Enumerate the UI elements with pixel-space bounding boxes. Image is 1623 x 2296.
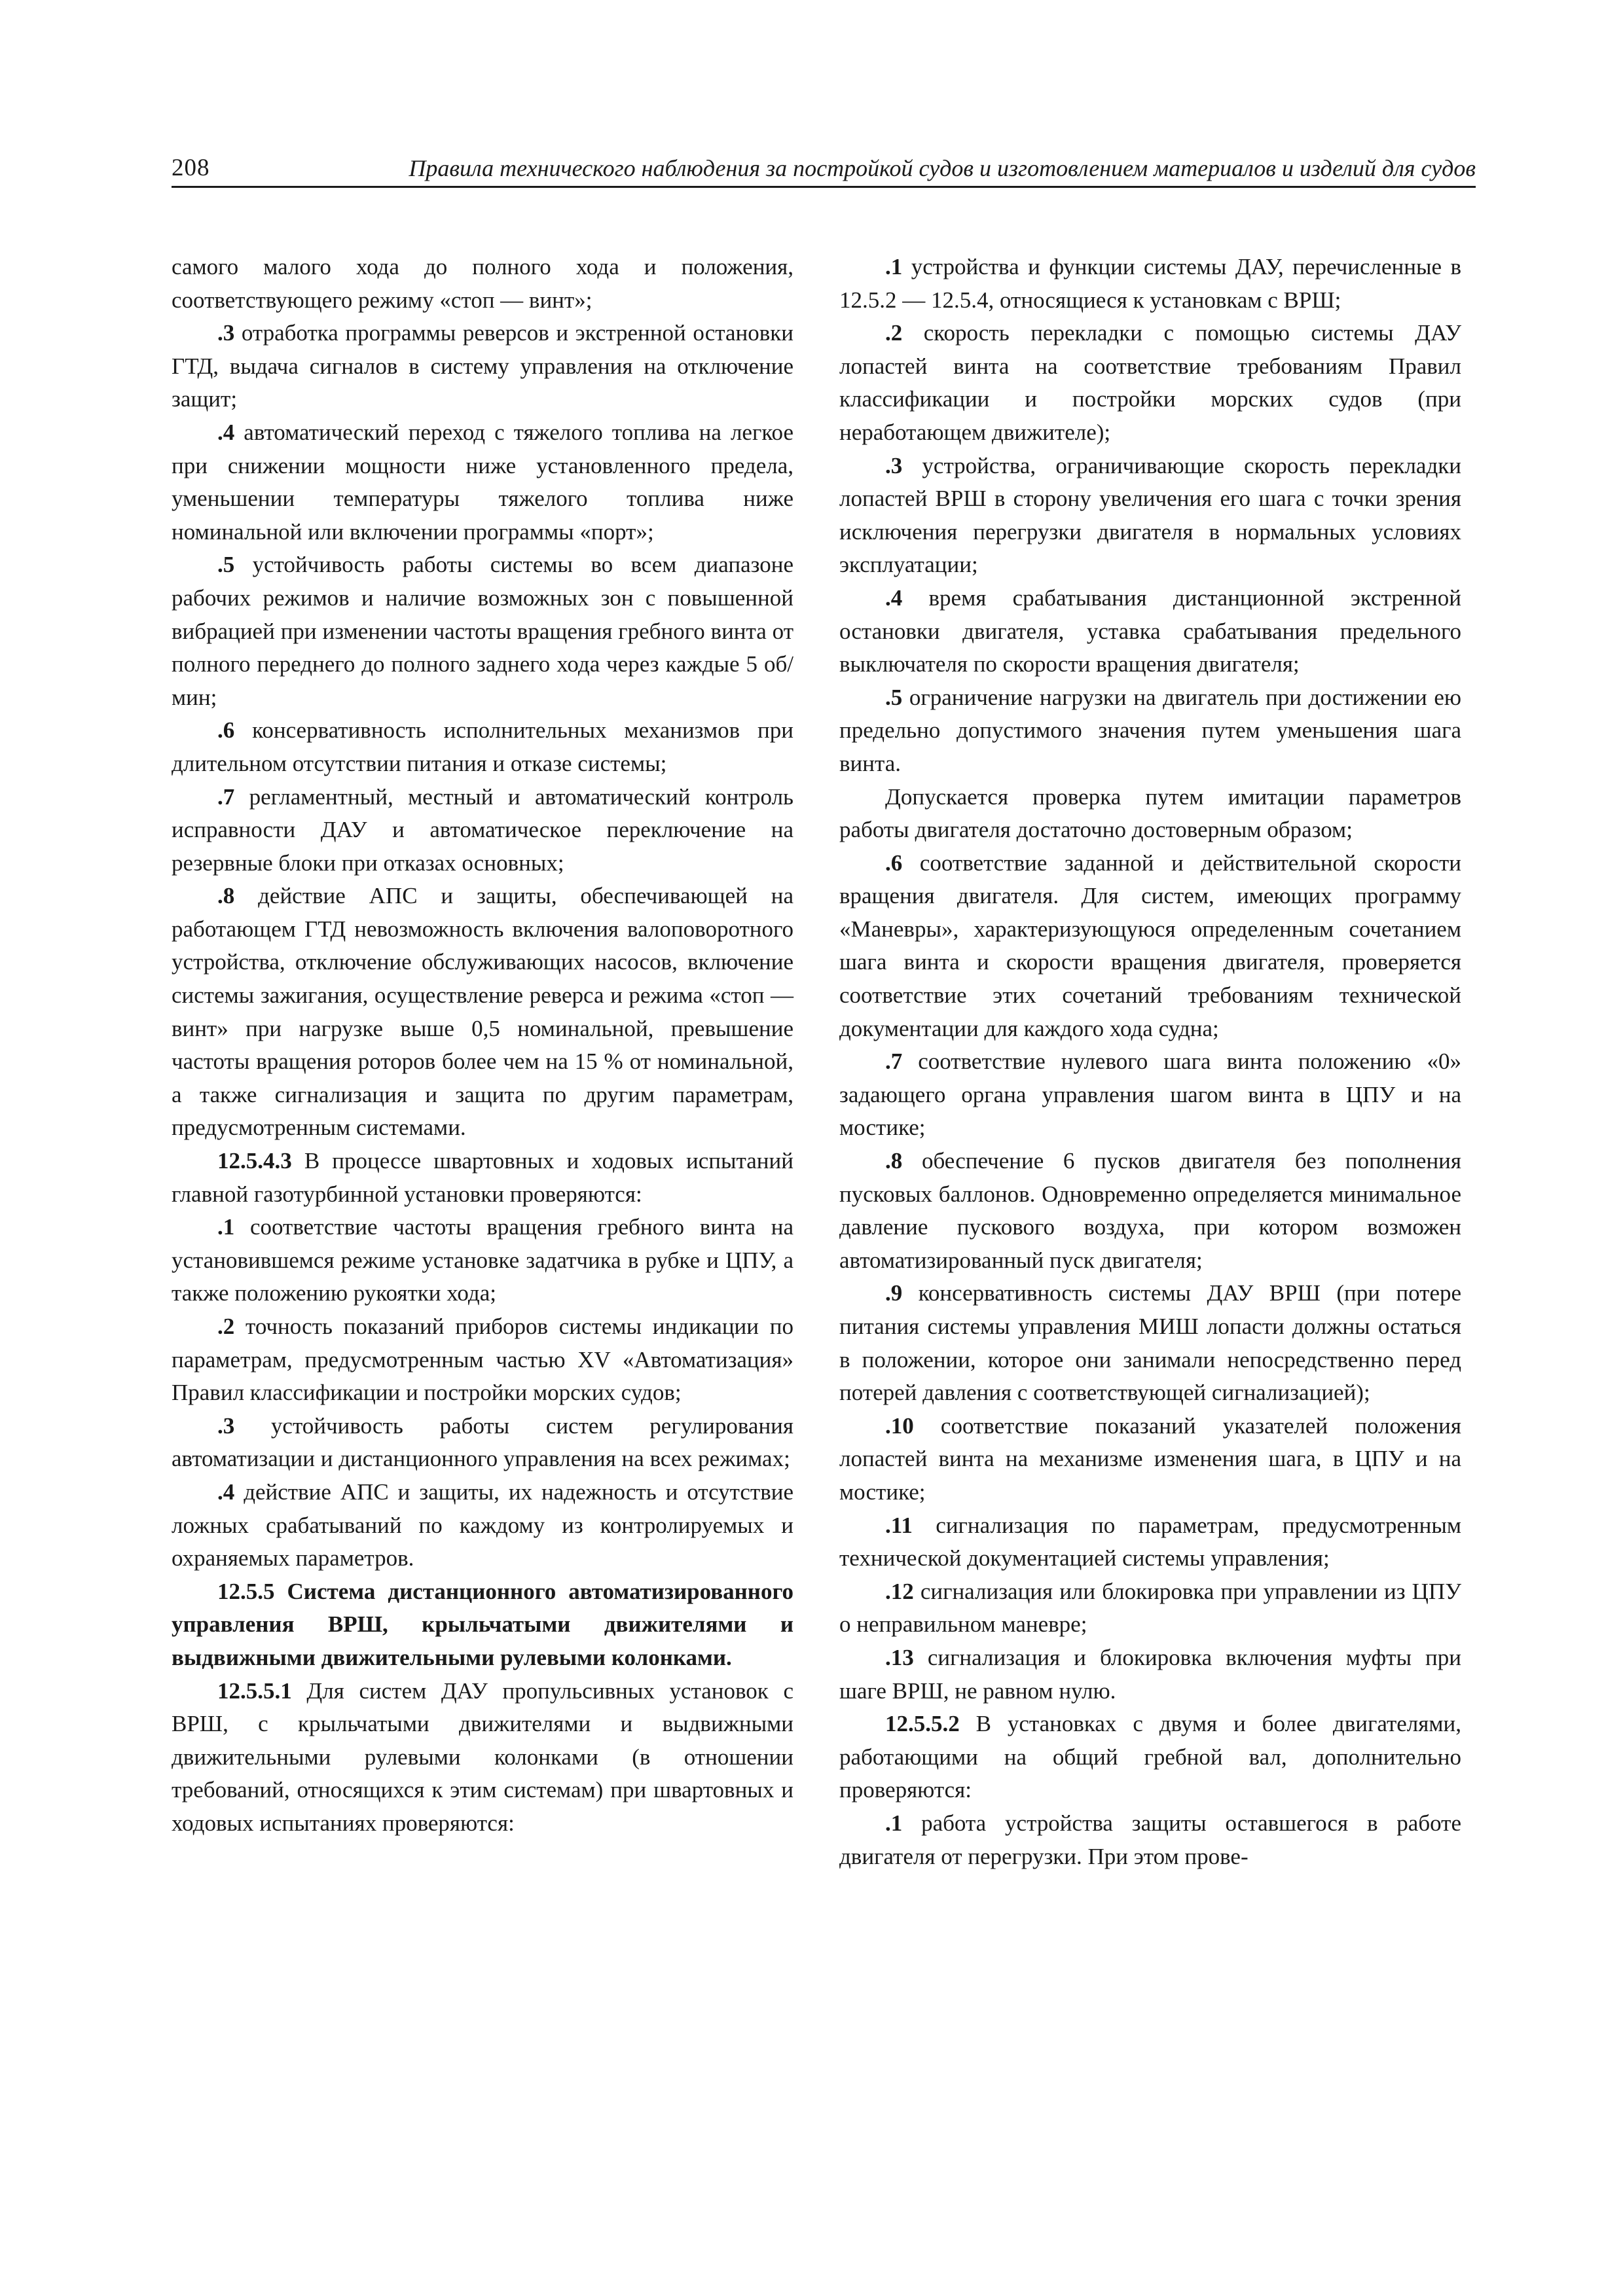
running-title: Правила технического наблюдения за постройкой судов и изготовлением материалов и изделий для судов: [409, 155, 1476, 181]
paragraph-text: устойчивость работы систем регулирования автоматизации и дистанционного управления на всех режимах;: [172, 1412, 793, 1472]
paragraph: [172, 548, 793, 714]
paragraph: [172, 1476, 793, 1575]
paragraph-text: регламентный, местный и автоматический контроль исправности ДАУ и автоматическое переключение на резервные блоки при отказах основных;: [172, 783, 793, 876]
item-number: .2: [885, 320, 903, 346]
item-number: 12.5.4.3: [217, 1148, 292, 1174]
item-number: .3: [217, 1412, 235, 1439]
item-number: .12: [885, 1578, 914, 1604]
item-number: .7: [217, 783, 235, 810]
paragraph: [839, 847, 1461, 1046]
item-number: .3: [217, 320, 235, 346]
page-number: 208: [172, 154, 210, 181]
paragraph: [172, 251, 793, 317]
paragraph-text: сигнализация или блокировка при управлении из ЦПУ о неправильном маневре;: [839, 1578, 1462, 1638]
paragraph-text: Допускается проверка путем имитации параметров работы двигателя достаточно достоверным образом;: [839, 783, 1461, 843]
paragraph-text: скорость перекладки с помощью системы ДАУ лопастей винта на соответствие требованиям Правил классификации и постройки морских судов (при неработающем движителе);: [839, 320, 1462, 445]
section-heading: [172, 1575, 793, 1675]
item-number: .11: [885, 1512, 913, 1538]
item-number: .4: [885, 584, 903, 611]
item-number: .10: [885, 1412, 914, 1439]
item-number: .4: [217, 1479, 235, 1505]
item-number: .8: [885, 1148, 903, 1174]
paragraph: [839, 251, 1461, 317]
paragraph: [172, 416, 793, 548]
item-number: .4: [217, 419, 235, 445]
right-column: [839, 251, 1461, 1873]
paragraph-text: соответствие показаний указателей положения лопастей винта на механизме изменения шага, в ЦПУ и на мостике;: [839, 1412, 1461, 1505]
paragraph: [839, 1575, 1461, 1641]
paragraph-text: устройства, ограничивающие скорость перекладки лопастей ВРШ в сторону увеличения его шага с точки зрения исключения перегрузки двигателя в нормальных условиях эксплуатации;: [839, 452, 1461, 578]
paragraph: [172, 1675, 793, 1840]
paragraph: [839, 1807, 1461, 1873]
paragraph: [172, 781, 793, 880]
paragraph-text: В установках с двумя и более двигателями, работающими на общий гребной вал, дополнительно проверяются:: [839, 1711, 1462, 1803]
paragraph-text: Для систем ДАУ пропульсивных установок с ВРШ, с крыльчатыми движителями и выдвижными движительными рулевыми колонками (в отношении требований, относящихся к этим системам) при швартовных и ходовых испытаниях проверяются:: [172, 1677, 793, 1836]
item-number: .9: [885, 1280, 903, 1306]
item-number: .6: [885, 850, 903, 876]
paragraph: [839, 317, 1461, 449]
paragraph-text: консервативность системы ДАУ ВРШ (при потере питания системы управления МИШ лопасти должны остаться в положении, которое они занимали непосредственно перед потерей давления с соответствующей сигнализацией);: [839, 1280, 1462, 1406]
paragraph-text: сигнализация и блокировка включения муфты при шаге ВРШ, не равном нулю.: [839, 1644, 1462, 1704]
paragraph: [839, 1708, 1461, 1807]
header-rule: [172, 186, 1476, 188]
paragraph-text: действие АПС и защиты, обеспечивающей на работающем ГТД невозможность включения валоповоротного устройства, отключение обслуживающих насосов, включение системы зажигания, осуществление реверса и режима «стоп — винт» при нагрузке выше 0,5 номинальной, превышение частоты вращения роторов более чем на 15 % от номинальной, а также сигнализация и защита по другим параметрам, предусмотренным системами.: [172, 883, 794, 1141]
item-number: .5: [217, 552, 235, 578]
item-number: .2: [217, 1314, 235, 1339]
paragraph-text: точность показаний приборов системы индикации по параметрам, предусмотренным частью XV «Автоматизация» Правил классификации и постройки морских судов;: [172, 1314, 793, 1406]
item-number: .13: [885, 1644, 914, 1670]
paragraph-text: соответствие заданной и действительной скорости вращения двигателя. Для систем, имеющих программу «Маневры», характеризующуюся определенным сочетанием шага винта и скорости вращения двигателя, проверяется соответствие этих сочетаний требованиям технической документации для каждого хода судна;: [839, 850, 1462, 1041]
item-number: .1: [217, 1214, 235, 1240]
paragraph: [839, 1509, 1461, 1575]
item-number: .1: [885, 1810, 903, 1836]
paragraph-text: соответствие нулевого шага винта положению «0» задающего органа управления шагом винта в ЦПУ и на мостике;: [839, 1049, 1461, 1141]
item-number: .8: [217, 883, 235, 909]
paragraph: [839, 681, 1461, 781]
paragraph: [172, 317, 793, 416]
paragraph-text: В процессе швартовных и ходовых испытаний главной газотурбинной установки проверяются:: [172, 1148, 794, 1207]
item-number: .5: [885, 684, 903, 710]
paragraph: [172, 714, 793, 780]
paragraph: [172, 1410, 793, 1476]
paragraph-text: Система дистанционного автоматизированного управления ВРШ, крыльчатыми движителями и выдвижными движительными рулевыми колонками.: [172, 1578, 793, 1670]
paragraph-text: работа устройства защиты оставшегося в работе двигателя от перегрузки. При этом прове-: [839, 1810, 1462, 1869]
paragraph-text: отработка программы реверсов и экстренной остановки ГТД, выдача сигналов в систему управления на отключение защит;: [172, 320, 794, 412]
paragraph: [839, 450, 1461, 582]
paragraph: [839, 1641, 1461, 1708]
paragraph: [839, 781, 1461, 847]
paragraph-text: соответствие частоты вращения гребного винта на установившемся режиме установке задатчика в рубке и ЦПУ, а также положению рукоятки хода;: [172, 1214, 793, 1306]
paragraph-text: устройства и функции системы ДАУ, перечисленные в 12.5.2 — 12.5.4, относящиеся к установкам с ВРШ;: [839, 254, 1462, 313]
paragraph: [172, 1310, 793, 1410]
paragraph: [172, 1145, 793, 1211]
paragraph-text: ограничение нагрузки на двигатель при достижении ею предельно допустимого значения путем уменьшения шага винта.: [839, 684, 1461, 776]
paragraph: [172, 880, 793, 1145]
paragraph-text: действие АПС и защиты, их надежность и отсутствие ложных срабатываний по каждому из контролируемых и охраняемых параметров.: [172, 1479, 793, 1571]
item-number: .3: [885, 452, 903, 478]
page-header: [172, 143, 1476, 182]
item-number: .6: [217, 717, 235, 744]
paragraph-text: консервативность исполнительных механизмов при длительном отсутствии питания и отказе системы;: [172, 717, 794, 776]
item-number: 12.5.5: [217, 1578, 275, 1604]
paragraph: [172, 1211, 793, 1310]
item-number: .7: [885, 1049, 903, 1075]
paragraph: [839, 1145, 1461, 1277]
paragraph: [839, 1410, 1461, 1509]
item-number: 12.5.5.1: [217, 1677, 292, 1704]
paragraph: [839, 1277, 1461, 1409]
paragraph-text: самого малого хода до полного хода и положения, соответствующего режиму «стоп — винт»;: [172, 254, 793, 313]
item-number: 12.5.5.2: [885, 1711, 960, 1737]
paragraph-text: обеспечение 6 пусков двигателя без пополнения пусковых баллонов. Одновременно определяется минимальное давление пускового воздуха, при котором возможен автоматизированный пуск двигателя;: [839, 1148, 1462, 1273]
paragraph: [839, 582, 1461, 681]
left-column: [172, 251, 793, 1840]
paragraph: [839, 1045, 1461, 1145]
paragraph-text: устойчивость работы системы во всем диапазоне рабочих режимов и наличие возможных зон с повышенной вибрацией при изменении частоты вращения гребного винта от полного переднего до полного заднего хода через каждые 5 об/мин;: [172, 552, 793, 710]
item-number: .1: [885, 254, 903, 279]
paragraph-text: автоматический переход с тяжелого топлива на легкое при снижении мощности ниже установленного предела, уменьшении температуры тяжелого топлива ниже номинальной или включении программы «порт»;: [172, 419, 794, 545]
paragraph-text: время срабатывания дистанционной экстренной остановки двигателя, уставка срабатывания предельного выключателя по скорости вращения двигателя;: [839, 584, 1461, 677]
paragraph-text: сигнализация по параметрам, предусмотренным технической документацией системы управления;: [839, 1512, 1461, 1571]
